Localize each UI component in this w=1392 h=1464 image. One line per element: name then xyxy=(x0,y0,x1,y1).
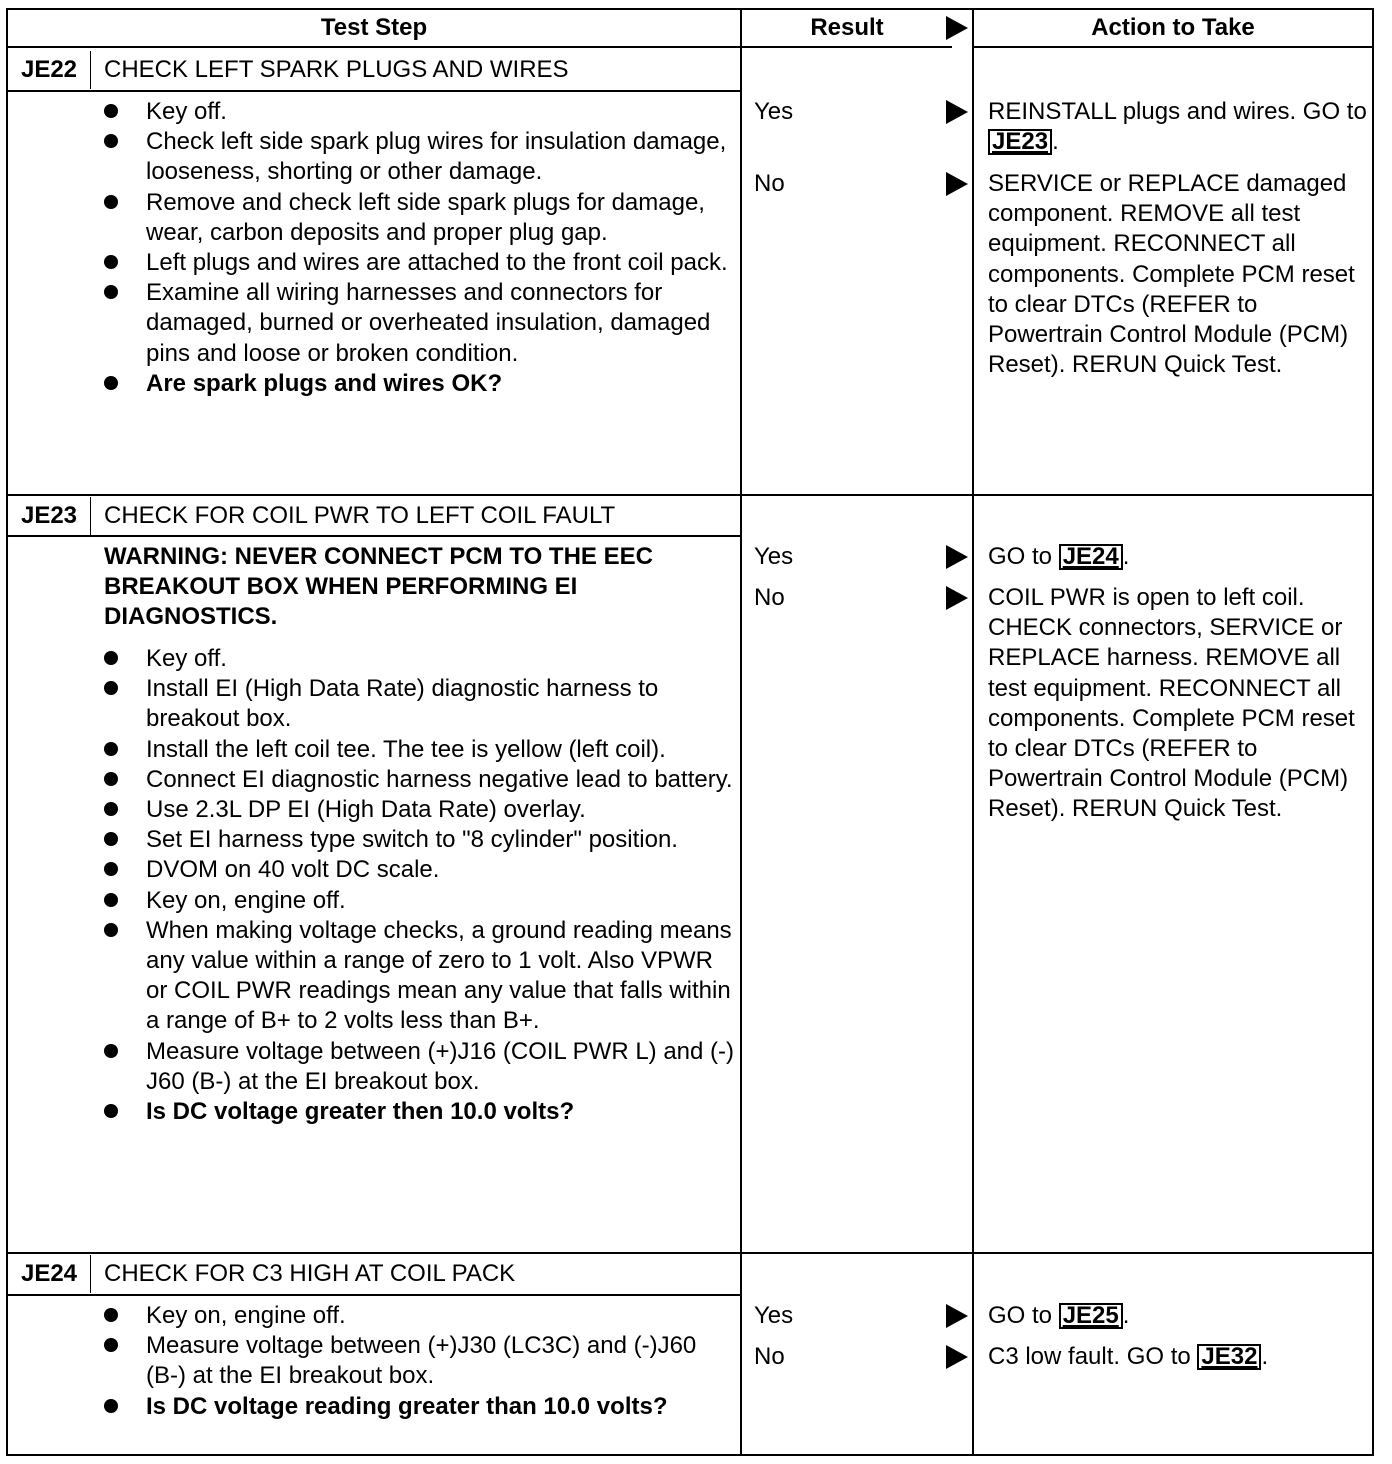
bullet-icon xyxy=(104,1044,118,1058)
action-column-divider xyxy=(972,8,974,1456)
result-no: No xyxy=(754,1343,785,1370)
row-divider xyxy=(8,1252,1374,1254)
bullet-icon xyxy=(104,832,118,846)
arrow-icon xyxy=(946,545,968,569)
list-item-question: Is DC voltage reading greater than 10.0 volts? xyxy=(104,1392,734,1422)
step-title: CHECK FOR C3 HIGH AT COIL PACK xyxy=(104,1260,516,1287)
bullet-icon xyxy=(104,772,118,786)
step-reference-link[interactable]: JE24 xyxy=(1059,544,1123,570)
header-result: Result xyxy=(742,10,952,48)
list-item: Install EI (High Data Rate) diagnostic harness to breakout box. xyxy=(104,674,734,734)
bullet-icon xyxy=(104,802,118,816)
bullet-icon xyxy=(104,104,118,118)
action-yes: GO to JE24 . xyxy=(988,543,1130,570)
step-title-divider xyxy=(8,90,740,92)
bullet-icon xyxy=(104,923,118,937)
list-item: Set EI harness type switch to "8 cylinder" position. xyxy=(104,825,734,855)
list-item: Examine all wiring harnesses and connectors for damaged, burned or overheated insulation, damaged pins and loose or broken condition. xyxy=(104,278,734,369)
step-title-divider xyxy=(8,1294,740,1296)
list-item: Measure voltage between (+)J16 (COIL PWR L) and (-) J60 (B-) at the EI breakout box. xyxy=(104,1037,734,1097)
list-item: Remove and check left side spark plugs for damage, wear, carbon deposits and proper plug gap. xyxy=(104,188,734,248)
result-no: No xyxy=(754,170,785,197)
step-title: CHECK LEFT SPARK PLUGS AND WIRES xyxy=(104,56,569,83)
action-no: SERVICE or REPLACE damaged component. REMOVE all test equipment. RECONNECT all components. Complete PCM reset to clear DTCs (REFER to Powertrain Control Module (PCM) Reset). RERUN Quick Test. xyxy=(988,170,1355,379)
warning-text: WARNING: NEVER CONNECT PCM TO THE EEC BREAKOUT BOX WHEN PERFORMING EI DIAGNOSTICS. xyxy=(104,543,653,630)
bullet-icon xyxy=(104,651,118,665)
action-no: C3 low fault. GO to JE32 . xyxy=(988,1343,1269,1370)
list-item: Key on, engine off. xyxy=(104,886,734,916)
bullet-icon xyxy=(104,285,118,299)
result-column-divider xyxy=(740,8,742,1456)
arrow-icon xyxy=(946,172,968,196)
list-item: When making voltage checks, a ground reading means any value within a range of zero to 1 volt. Also VPWR or COIL PWR readings mean any value that falls within a range of B+ to 2 volts less than B+. xyxy=(104,916,734,1037)
action-no: COIL PWR is open to left coil. CHECK connectors, SERVICE or REPLACE harness. REMOVE all test equipment. RECONNECT all components. Complete PCM reset to clear DTCs (REFER to Powertrain Control Module (PCM) Reset). RERUN Quick Test. xyxy=(988,584,1355,823)
result-yes: Yes xyxy=(754,1302,794,1329)
bullet-icon xyxy=(104,862,118,876)
list-item-question: Is DC voltage greater then 10.0 volts? xyxy=(104,1097,734,1127)
list-item: Left plugs and wires are attached to the front coil pack. xyxy=(104,248,734,278)
table-right-border xyxy=(1372,8,1374,1456)
result-yes: Yes xyxy=(754,543,794,570)
bullet-icon xyxy=(104,1338,118,1352)
step-reference-link[interactable]: JE23 xyxy=(988,129,1052,155)
bullet-icon xyxy=(104,681,118,695)
step-title-divider xyxy=(8,535,740,537)
bullet-icon xyxy=(104,742,118,756)
list-item: Key off. xyxy=(104,644,734,674)
result-no: No xyxy=(754,584,785,611)
bullet-icon xyxy=(104,1308,118,1322)
step-bullets xyxy=(104,1301,734,1422)
step-reference-link[interactable]: JE32 xyxy=(1197,1344,1261,1370)
list-item-question: Are spark plugs and wires OK? xyxy=(104,369,734,399)
step-title: CHECK FOR COIL PWR TO LEFT COIL FAULT xyxy=(104,502,616,529)
table-left-border xyxy=(6,8,8,1456)
bullet-icon xyxy=(104,1399,118,1413)
bullet-icon xyxy=(104,134,118,148)
arrow-icon xyxy=(946,100,968,124)
list-item: Key on, engine off. xyxy=(104,1301,734,1331)
step-bullets xyxy=(104,644,734,1127)
list-item: Install the left coil tee. The tee is yellow (left coil). xyxy=(104,735,734,765)
action-yes: REINSTALL plugs and wires. GO to JE23 . xyxy=(988,98,1367,156)
action-yes: GO to JE25 . xyxy=(988,1302,1130,1329)
table-bottom-border xyxy=(6,1454,1374,1456)
step-id: JE22 xyxy=(8,51,91,89)
step-bullets xyxy=(104,97,734,399)
result-yes: Yes xyxy=(754,98,794,125)
header-action: Action to Take xyxy=(974,10,1372,48)
step-reference-link[interactable]: JE25 xyxy=(1059,1303,1123,1329)
list-item: Key off. xyxy=(104,97,734,127)
arrow-icon xyxy=(946,1304,968,1328)
step-id: JE23 xyxy=(8,497,91,535)
list-item: Connect EI diagnostic harness negative lead to battery. xyxy=(104,765,734,795)
arrow-icon xyxy=(946,586,968,610)
bullet-icon xyxy=(104,1104,118,1118)
list-item: DVOM on 40 volt DC scale. xyxy=(104,855,734,885)
arrow-icon xyxy=(946,1345,968,1369)
bullet-icon xyxy=(104,255,118,269)
bullet-icon xyxy=(104,893,118,907)
row-divider xyxy=(8,494,1374,496)
header-test-step: Test Step xyxy=(8,10,740,48)
step-id: JE24 xyxy=(8,1255,91,1293)
list-item: Use 2.3L DP EI (High Data Rate) overlay. xyxy=(104,795,734,825)
list-item: Measure voltage between (+)J30 (LC3C) and (-)J60 (B-) at the EI breakout box. xyxy=(104,1331,734,1391)
list-item: Check left side spark plug wires for insulation damage, looseness, shorting or other damage. xyxy=(104,127,734,187)
header-arrow-icon xyxy=(946,16,968,40)
bullet-icon xyxy=(104,195,118,209)
bullet-icon xyxy=(104,376,118,390)
